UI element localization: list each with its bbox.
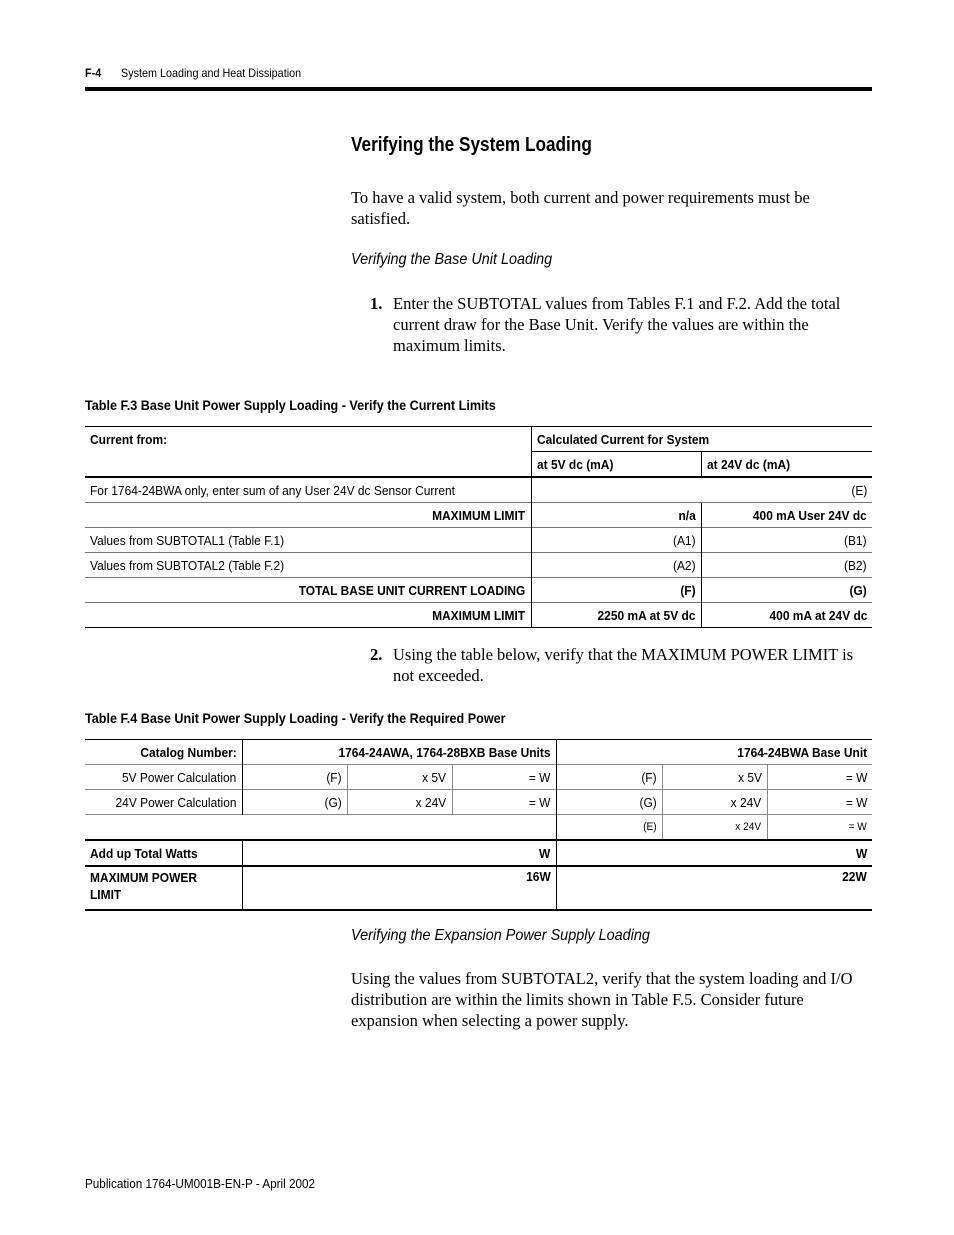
row-label: TOTAL BASE UNIT CURRENT LOADING bbox=[85, 578, 531, 603]
row-24v-value: 400 mA User 24V dc bbox=[701, 503, 872, 528]
cell: (F) bbox=[556, 765, 662, 790]
row-24v-value: (G) bbox=[701, 578, 872, 603]
head-24v: at 24V dc (mA) bbox=[701, 452, 872, 478]
table-row bbox=[85, 866, 872, 910]
step-1-text: Enter the SUBTOTAL values from Tables F.1 and F.2. Add the total current draw for the Base Unit. Verify the values are within the maximum limits. bbox=[393, 294, 841, 355]
cell: = W bbox=[452, 765, 556, 790]
cell: (F) bbox=[242, 765, 347, 790]
table-row bbox=[85, 603, 872, 628]
cell: W bbox=[556, 840, 872, 866]
row-24v-value: 400 mA at 24V dc bbox=[701, 603, 872, 628]
cell: = W bbox=[767, 765, 872, 790]
row-label: 5V Power Calculation bbox=[85, 765, 242, 790]
row-label: Values from SUBTOTAL1 (Table F.1) bbox=[85, 528, 531, 553]
head-blank bbox=[85, 452, 531, 478]
row-5v-value: (A2) bbox=[531, 553, 701, 578]
header-rule bbox=[85, 87, 872, 91]
cell bbox=[85, 815, 242, 841]
head-catalog-number: Catalog Number: bbox=[85, 740, 242, 765]
cell: x 24V bbox=[662, 790, 767, 815]
table-row bbox=[85, 765, 872, 790]
row-24v-value: (B2) bbox=[701, 553, 872, 578]
table-row bbox=[85, 840, 872, 866]
head-calculated-current: Calculated Current for System bbox=[531, 427, 872, 452]
cell: x 24V bbox=[662, 815, 767, 841]
cell: 22W bbox=[556, 866, 872, 910]
page-number: F-4 bbox=[85, 66, 102, 80]
head-5v: at 5V dc (mA) bbox=[531, 452, 701, 478]
table-row bbox=[85, 790, 872, 815]
step-2-text: Using the table below, verify that the MAXIMUM POWER LIMIT is not exceeded. bbox=[393, 645, 854, 685]
table-f4 bbox=[85, 739, 872, 911]
row-label: MAXIMUM POWER LIMIT bbox=[85, 866, 242, 910]
cell: (G) bbox=[556, 790, 662, 815]
table-row bbox=[85, 553, 872, 578]
row-24v-value: (B1) bbox=[701, 528, 872, 553]
row-5v-value: n/a bbox=[531, 503, 701, 528]
step-2 bbox=[370, 644, 870, 686]
section-title: Verifying the System Loading bbox=[351, 134, 592, 156]
footer-publication: Publication 1764-UM001B-EN-P - April 2002 bbox=[85, 1176, 316, 1191]
row-5v-value: 2250 mA at 5V dc bbox=[531, 603, 701, 628]
cell: x 5V bbox=[347, 765, 452, 790]
table-row bbox=[85, 528, 872, 553]
expansion-paragraph: Using the values from SUBTOTAL2, verify that the system loading and I/O distribution are within the limits shown in Table F.5. Consider future expansion when selecting a power supply. bbox=[351, 969, 853, 1030]
table-row bbox=[85, 578, 872, 603]
step-1-number: 1. bbox=[370, 294, 383, 313]
running-header bbox=[85, 66, 301, 80]
table-f4-caption: Table F.4 Base Unit Power Supply Loading - Verify the Required Power bbox=[85, 710, 506, 726]
row-24v-value: (E) bbox=[701, 477, 872, 503]
row-label: 24V Power Calculation bbox=[85, 790, 242, 815]
cell bbox=[242, 815, 556, 841]
table-row bbox=[85, 477, 872, 503]
row-label: MAXIMUM LIMIT bbox=[85, 603, 531, 628]
base-unit-subheading: Verifying the Base Unit Loading bbox=[351, 251, 553, 268]
head-awa-bxb: 1764-24AWA, 1764-28BXB Base Units bbox=[242, 740, 556, 765]
step-1 bbox=[370, 293, 870, 356]
row-label: For 1764-24BWA only, enter sum of any User 24V dc Sensor Current bbox=[85, 477, 531, 503]
row-5v-value: (F) bbox=[531, 578, 701, 603]
row-label: MAXIMUM LIMIT bbox=[85, 503, 531, 528]
table-f3 bbox=[85, 426, 872, 628]
cell: = W bbox=[767, 815, 872, 841]
cell: (E) bbox=[556, 815, 662, 841]
step-2-number: 2. bbox=[370, 645, 383, 664]
cell: (G) bbox=[242, 790, 347, 815]
head-bwa: 1764-24BWA Base Unit bbox=[556, 740, 872, 765]
row-label: Add up Total Watts bbox=[85, 840, 242, 866]
table-row bbox=[85, 815, 872, 841]
cell: x 5V bbox=[662, 765, 767, 790]
row-label: Values from SUBTOTAL2 (Table F.2) bbox=[85, 553, 531, 578]
cell: 16W bbox=[242, 866, 556, 910]
row-5v-value: (A1) bbox=[531, 528, 701, 553]
cell: = W bbox=[452, 790, 556, 815]
intro-paragraph: To have a valid system, both current and power requirements must be satisfied. bbox=[351, 188, 810, 228]
cell: = W bbox=[767, 790, 872, 815]
chapter-title: System Loading and Heat Dissipation bbox=[121, 66, 302, 80]
expansion-subheading: Verifying the Expansion Power Supply Loading bbox=[351, 927, 650, 944]
head-current-from: Current from: bbox=[85, 427, 531, 452]
row-5v-value bbox=[531, 477, 701, 503]
cell: W bbox=[242, 840, 556, 866]
cell: x 24V bbox=[347, 790, 452, 815]
table-f3-caption: Table F.3 Base Unit Power Supply Loading - Verify the Current Limits bbox=[85, 397, 496, 413]
table-row bbox=[85, 503, 872, 528]
